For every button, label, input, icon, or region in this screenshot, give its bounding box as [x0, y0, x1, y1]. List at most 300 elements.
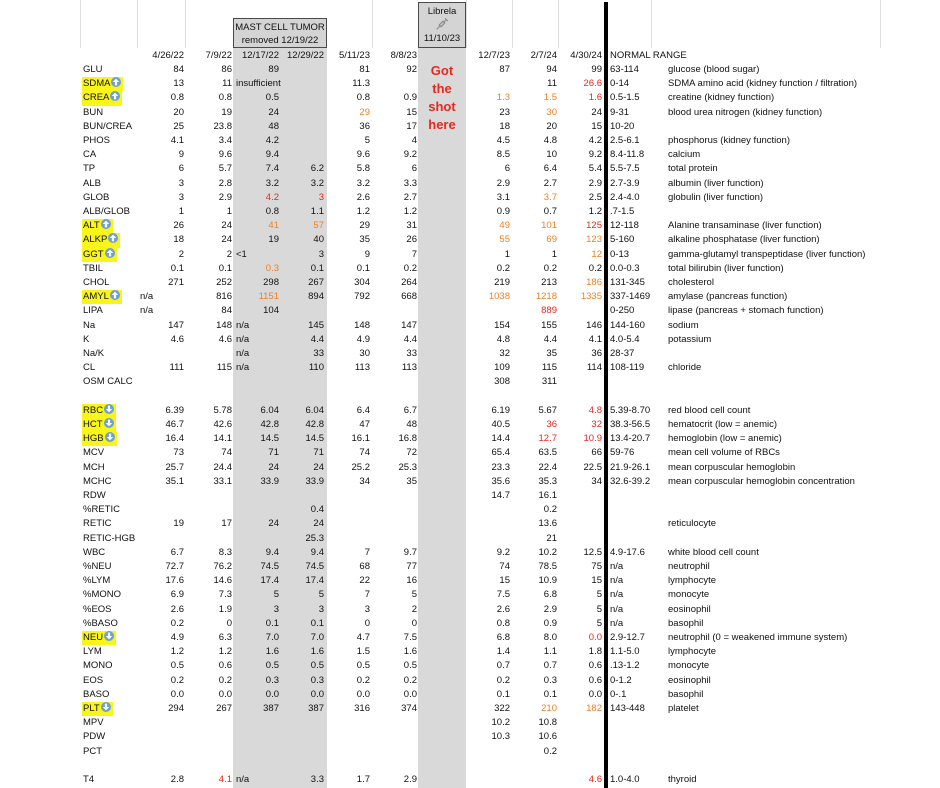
- test-label-cell: [82, 361, 97, 375]
- date-header: 12/29/22: [287, 50, 324, 61]
- date-header: 12/7/23: [478, 50, 510, 61]
- test-label-text: %BASO: [83, 617, 118, 629]
- value-cell: 7: [364, 546, 370, 558]
- value-cell: 4.2: [588, 135, 602, 146]
- value-cell: 4.8: [543, 135, 557, 146]
- test-label: [82, 446, 106, 460]
- value-cell: 1.2: [403, 206, 417, 217]
- value-cell: 7.3: [218, 589, 232, 601]
- test-label-text: PHOS: [83, 135, 110, 146]
- value-cell: insufficient: [236, 78, 281, 90]
- value-cell: 36: [591, 348, 602, 359]
- value-cell: 7: [364, 589, 370, 601]
- table-row: [0, 418, 940, 432]
- test-label: [82, 716, 106, 730]
- description-cell: phosphorus (kidney function): [668, 135, 790, 146]
- table-row: [0, 347, 940, 361]
- value-cell: 0.5: [356, 660, 370, 672]
- value-cell: 5.8: [356, 163, 370, 175]
- test-label-cell: [82, 162, 97, 176]
- test-label: [82, 262, 105, 276]
- value-cell: 16: [406, 575, 417, 587]
- value-cell: 2.8: [170, 774, 184, 785]
- test-label: [82, 205, 132, 219]
- value-cell: 42.8: [260, 419, 279, 430]
- test-label-cell: [82, 517, 114, 531]
- table-row: [0, 248, 940, 262]
- value-cell: 5.4: [588, 163, 602, 175]
- value-cell: 9.7: [403, 546, 417, 558]
- value-cell: 6.2: [310, 163, 324, 175]
- test-label-text: MCHC: [83, 475, 112, 487]
- test-label-text: %LYM: [83, 575, 111, 587]
- value-cell: <1: [236, 248, 247, 260]
- table-row: [0, 716, 940, 730]
- test-label: [82, 91, 122, 105]
- value-cell: 0.0: [356, 688, 370, 700]
- description-cell: blood urea nitrogen (kidney function): [668, 106, 823, 118]
- value-cell: 9.4: [265, 149, 279, 161]
- value-cell: 17: [406, 120, 417, 132]
- value-cell: 14.5: [260, 433, 279, 445]
- test-label-text: ALKP: [83, 234, 108, 246]
- test-label: [82, 588, 123, 602]
- arrow-up-icon: [110, 91, 120, 101]
- arrow-up-icon: [108, 233, 118, 243]
- test-label: [82, 77, 123, 91]
- value-cell: 29: [359, 106, 370, 118]
- test-label-cell: [82, 91, 122, 105]
- table-row: [0, 148, 940, 162]
- value-cell: 3.2: [265, 177, 279, 189]
- value-cell: 16.8: [398, 433, 417, 445]
- table-row: [0, 276, 940, 290]
- value-cell: 4.5: [496, 135, 510, 146]
- value-cell: 2.7: [543, 177, 557, 189]
- normal-range-cell: 144-160: [610, 319, 645, 331]
- value-cell: 9: [178, 149, 184, 161]
- value-cell: 65.4: [491, 447, 510, 459]
- value-cell: 1: [551, 248, 557, 260]
- value-cell: 1.6: [403, 646, 417, 658]
- test-label-text: Na/K: [83, 348, 105, 359]
- value-cell: 0.2: [356, 674, 370, 686]
- test-label-text: %EOS: [83, 603, 112, 615]
- value-cell: 271: [168, 277, 184, 288]
- value-cell: 24.4: [213, 461, 232, 473]
- value-cell: 0.0: [170, 688, 184, 700]
- table-row: [0, 603, 940, 617]
- value-cell: 48: [406, 419, 417, 430]
- value-cell: 6: [178, 163, 184, 175]
- test-label-cell: [82, 432, 117, 446]
- normal-range-cell: 0-13: [610, 248, 630, 260]
- value-cell: 3: [318, 191, 324, 203]
- value-cell: 3: [178, 191, 184, 203]
- value-cell: 6.39: [165, 404, 184, 416]
- test-label-cell: [82, 631, 116, 645]
- test-label-cell: [82, 319, 97, 333]
- test-label-text: GLU: [83, 64, 103, 75]
- value-cell: 0.1: [496, 688, 510, 700]
- value-cell: 148: [216, 319, 232, 331]
- normal-range-cell: 63-114: [610, 64, 639, 75]
- description-cell: thyroid: [668, 774, 697, 785]
- test-label-cell: [82, 120, 134, 134]
- value-cell: 21: [546, 532, 557, 544]
- description-cell: calcium: [668, 149, 701, 161]
- value-cell: 24: [268, 461, 279, 473]
- test-label: [82, 404, 116, 418]
- value-cell: 148: [354, 319, 370, 331]
- value-cell: 387: [263, 703, 279, 714]
- value-cell: 0.5: [170, 660, 184, 672]
- test-label-text: %MONO: [83, 589, 121, 601]
- value-cell: 22.5: [583, 461, 602, 473]
- value-cell: 1.8: [588, 646, 602, 658]
- test-label-cell: [82, 674, 105, 688]
- value-cell: 14.5: [305, 433, 324, 445]
- grid-line: [80, 0, 81, 48]
- test-label: [82, 219, 113, 233]
- value-cell: 5: [411, 589, 417, 601]
- value-cell: 9.2: [496, 546, 510, 558]
- value-cell: 74: [221, 447, 232, 459]
- description-cell: neutrophil (0 = weakened immune system): [668, 632, 848, 643]
- test-label: [82, 148, 98, 162]
- value-cell: 2.5: [588, 191, 602, 203]
- value-cell: 0.0: [265, 688, 279, 700]
- description-cell: neutrophil: [668, 561, 710, 572]
- normal-range-cell: 0.0-0.3: [610, 262, 640, 274]
- value-cell: 4: [411, 135, 417, 146]
- value-cell: 308: [494, 376, 510, 388]
- value-cell: 26: [406, 234, 417, 246]
- table-row: [0, 134, 940, 148]
- test-label: [82, 361, 97, 375]
- thick-divider: [604, 2, 608, 788]
- value-cell: 33: [313, 348, 324, 359]
- value-cell: 0.0: [588, 632, 602, 643]
- value-cell: 5: [596, 603, 602, 615]
- value-cell: 2.9: [218, 191, 232, 203]
- test-label: [82, 276, 111, 290]
- annotation-word: shot: [428, 99, 456, 114]
- date-header: 5/11/23: [339, 50, 370, 61]
- test-label-text: BUN: [83, 106, 104, 118]
- mast-cell-tumor-date: removed 12/19/22: [241, 35, 319, 46]
- normal-range-cell: 0-1.2: [610, 674, 632, 686]
- value-cell: 25.3: [398, 461, 417, 473]
- value-cell: 4.2: [265, 135, 279, 146]
- value-cell: 6.19: [491, 404, 510, 416]
- value-cell: 125: [586, 220, 602, 232]
- value-cell: 0.7: [496, 660, 510, 672]
- value-cell: 154: [494, 319, 510, 331]
- test-label-text: ALB: [83, 177, 101, 189]
- description-cell: gamma-glutamyl transpeptidase (liver function): [668, 248, 866, 260]
- value-cell: 2: [226, 248, 232, 260]
- value-cell: 304: [354, 277, 370, 288]
- test-label: [82, 290, 122, 304]
- test-label-text: T4: [83, 774, 95, 785]
- value-cell: 0.2: [543, 504, 557, 516]
- description-cell: albumin (liver function): [668, 177, 764, 189]
- test-label-text: CL: [83, 362, 96, 374]
- value-cell: 6.4: [356, 404, 370, 416]
- value-cell: 3: [364, 603, 370, 615]
- normal-range-cell: 10-20: [610, 120, 635, 132]
- value-cell: 115: [541, 362, 557, 374]
- description-cell: total bilirubin (liver function): [668, 262, 784, 274]
- value-cell: 92: [406, 64, 417, 75]
- value-cell: 298: [263, 277, 279, 288]
- description-cell: reticulocyte: [668, 518, 717, 530]
- value-cell: 7.5: [496, 589, 510, 601]
- description-cell: basophil: [668, 617, 704, 629]
- normal-range-cell: n/a: [610, 603, 624, 615]
- value-cell: 0.5: [310, 660, 324, 672]
- test-label-text: HGB: [83, 433, 104, 445]
- value-cell: 6: [411, 163, 417, 175]
- value-cell: 114: [586, 362, 602, 374]
- value-cell: n/a: [236, 774, 250, 785]
- value-cell: 2.9: [403, 774, 417, 785]
- value-cell: 14.7: [491, 490, 510, 501]
- grid-line: [651, 0, 652, 48]
- value-cell: 57: [313, 220, 324, 232]
- test-label-cell: [82, 461, 107, 475]
- test-label: [82, 631, 116, 645]
- value-cell: 9.6: [218, 149, 232, 161]
- value-cell: 55: [499, 234, 510, 246]
- test-label-text: CHOL: [83, 277, 110, 288]
- test-label: [82, 191, 111, 205]
- value-cell: 49: [499, 220, 510, 232]
- table-row: [0, 361, 940, 375]
- test-label: [82, 503, 122, 517]
- value-cell: 1.1: [310, 206, 324, 217]
- value-cell: 113: [354, 362, 370, 374]
- value-cell: 26: [173, 220, 184, 232]
- value-cell: 35: [546, 348, 557, 359]
- normal-range-cell: 5-160: [610, 234, 635, 246]
- test-label: [82, 233, 120, 247]
- description-cell: mean corpuscular hemoglobin concentration: [668, 475, 855, 487]
- value-cell: 10.2: [538, 546, 557, 558]
- value-cell: 8.5: [496, 149, 510, 161]
- value-cell: 0: [226, 617, 232, 629]
- value-cell: 6.9: [170, 589, 184, 601]
- value-cell: 7.4: [265, 163, 279, 175]
- test-label-cell: [82, 716, 106, 730]
- value-cell: n/a: [140, 305, 154, 317]
- test-label-cell: [82, 304, 105, 318]
- value-cell: 19: [268, 234, 279, 246]
- value-cell: 30: [546, 106, 557, 118]
- test-label-text: Na: [83, 319, 96, 331]
- value-cell: 94: [546, 64, 557, 75]
- value-cell: 0.2: [403, 674, 417, 686]
- normal-range-cell: 38.3-56.5: [610, 419, 651, 430]
- normal-range-cell: 0-250: [610, 305, 635, 317]
- value-cell: 1.7: [356, 774, 370, 785]
- test-label-cell: [82, 262, 105, 276]
- test-label: [82, 120, 134, 134]
- value-cell: 5.7: [218, 163, 232, 175]
- value-cell: 3.7: [543, 191, 557, 203]
- test-label: [82, 659, 115, 673]
- value-cell: 2.9: [496, 177, 510, 189]
- normal-range-cell: 0.5-1.5: [610, 92, 640, 104]
- arrow-up-icon: [111, 77, 121, 87]
- table-row: [0, 177, 940, 191]
- value-cell: 668: [401, 291, 417, 303]
- value-cell: 11.3: [352, 78, 370, 90]
- normal-range-cell: 1.1-5.0: [610, 646, 640, 658]
- value-cell: 2: [178, 248, 184, 260]
- value-cell: 68: [359, 561, 370, 572]
- test-label-text: RETIC: [83, 518, 112, 530]
- table-row: [0, 120, 940, 134]
- normal-range-cell: 143-448: [610, 703, 645, 714]
- value-cell: 2.9: [588, 177, 602, 189]
- table-row: [0, 560, 940, 574]
- value-cell: 4.1: [588, 333, 602, 345]
- value-cell: 17: [221, 518, 232, 530]
- value-cell: 24: [268, 518, 279, 530]
- test-label: [82, 432, 117, 446]
- test-label: [82, 375, 135, 389]
- description-cell: monocyte: [668, 589, 710, 601]
- value-cell: 1: [178, 206, 184, 217]
- description-cell: lymphocyte: [668, 575, 717, 587]
- description-cell: cholesterol: [668, 277, 714, 288]
- value-cell: n/a: [140, 291, 154, 303]
- test-label-cell: [82, 475, 114, 489]
- value-cell: 35: [359, 234, 370, 246]
- table-row: [0, 773, 940, 787]
- value-cell: 219: [494, 277, 510, 288]
- value-cell: 2.7: [403, 191, 417, 203]
- value-cell: 0.1: [310, 617, 324, 629]
- value-cell: 87: [499, 64, 510, 75]
- description-cell: platelet: [668, 703, 699, 714]
- value-cell: 4.6: [218, 333, 232, 345]
- table-row: [0, 390, 940, 404]
- value-cell: 147: [401, 319, 417, 331]
- value-cell: 0.8: [170, 92, 184, 104]
- value-cell: 1.6: [310, 646, 324, 658]
- value-cell: 0.5: [265, 92, 279, 104]
- test-label: [82, 134, 112, 148]
- value-cell: 3.3: [403, 177, 417, 189]
- table-row: [0, 446, 940, 460]
- normal-range-cell: n/a: [610, 561, 624, 572]
- normal-range-cell: 108-119: [610, 362, 645, 374]
- value-cell: 15: [591, 575, 602, 587]
- value-cell: 4.1: [170, 135, 184, 146]
- value-cell: 19: [221, 106, 232, 118]
- value-cell: 374: [401, 703, 417, 714]
- value-cell: 7.5: [403, 632, 417, 643]
- value-cell: 81: [359, 64, 370, 75]
- value-cell: 77: [406, 561, 417, 572]
- value-cell: 311: [541, 376, 557, 388]
- table-row: [0, 233, 940, 247]
- value-cell: 46.7: [165, 419, 184, 430]
- test-label-text: TBIL: [83, 262, 104, 274]
- value-cell: 99: [591, 64, 602, 75]
- description-cell: lymphocyte: [668, 646, 717, 658]
- value-cell: 0.9: [543, 617, 557, 629]
- table-row: [0, 262, 940, 276]
- value-cell: 6.7: [170, 546, 184, 558]
- value-cell: 36: [546, 419, 557, 430]
- value-cell: 22: [359, 575, 370, 587]
- table-row: [0, 91, 940, 105]
- test-label-cell: [82, 177, 103, 191]
- value-cell: 12: [591, 248, 602, 260]
- value-cell: 182: [586, 703, 602, 714]
- test-label-text: GGT: [83, 248, 104, 260]
- test-label-cell: [82, 375, 135, 389]
- value-cell: 35.3: [538, 475, 557, 487]
- normal-range-cell: 2.5-6.1: [610, 135, 640, 146]
- test-label-cell: [82, 603, 114, 617]
- description-cell: eosinophil: [668, 603, 711, 615]
- grid-line: [185, 0, 186, 48]
- value-cell: 4.8: [496, 333, 510, 345]
- value-cell: 0.0: [588, 688, 602, 700]
- test-label-text: LYM: [83, 646, 102, 658]
- value-cell: 1: [504, 248, 510, 260]
- value-cell: 0.4: [310, 504, 324, 516]
- normal-range-cell: 28-37: [610, 348, 635, 359]
- description-cell: Alanine transaminase (liver function): [668, 220, 822, 232]
- value-cell: 1.1: [543, 646, 557, 658]
- table-row: [0, 304, 940, 318]
- value-cell: 25.3: [305, 532, 324, 544]
- test-label-cell: [82, 745, 104, 759]
- arrow-down-icon: [105, 432, 115, 442]
- value-cell: 0.8: [496, 617, 510, 629]
- value-cell: 210: [541, 703, 557, 714]
- value-cell: 3: [318, 603, 324, 615]
- value-cell: 73: [173, 447, 184, 459]
- value-cell: 6.04: [260, 404, 279, 416]
- value-cell: 74.5: [260, 561, 279, 572]
- value-cell: 30: [359, 348, 370, 359]
- value-cell: 2.6: [496, 603, 510, 615]
- value-cell: 0.2: [170, 617, 184, 629]
- value-cell: 111: [169, 362, 184, 374]
- date-header: 4/26/22: [152, 50, 184, 61]
- date-header: 2/7/24: [530, 50, 557, 61]
- test-label-text: ALT: [83, 220, 100, 232]
- test-label: [82, 745, 104, 759]
- value-cell: 186: [586, 277, 602, 288]
- value-cell: 0.2: [543, 745, 557, 757]
- test-label-cell: [82, 489, 108, 503]
- value-cell: 15: [499, 575, 510, 587]
- value-cell: 0: [364, 617, 370, 629]
- value-cell: 10.6: [538, 731, 557, 743]
- test-label-text: RETIC-HGB: [83, 532, 136, 544]
- value-cell: 24: [313, 518, 324, 530]
- value-cell: 0.0: [218, 688, 232, 700]
- value-cell: 0.2: [496, 674, 510, 686]
